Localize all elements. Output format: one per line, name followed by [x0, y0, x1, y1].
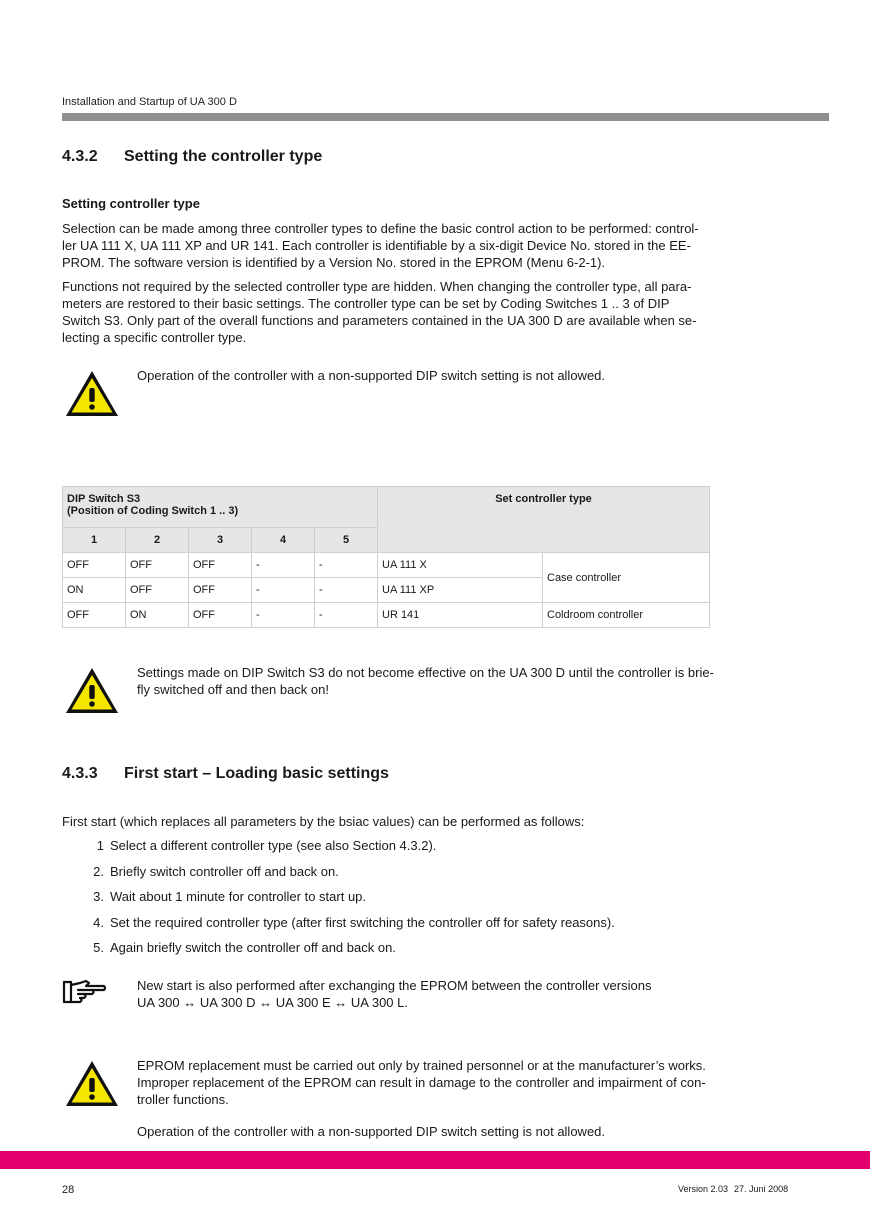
section-number: 4.3.2 [62, 148, 98, 165]
list-item [84, 915, 615, 941]
section-title: Setting the controller type [124, 148, 323, 165]
warning-triangle-icon [63, 368, 121, 420]
table-cell: OFF [126, 553, 189, 578]
info-note [137, 977, 651, 1011]
table-cell: - [315, 553, 378, 578]
note-line: New start is also performed after exchanging the EPROM between the controller versions [137, 978, 652, 993]
dip-switch-table [62, 486, 710, 628]
version-info [678, 1184, 788, 1194]
version-label: Version 2.03 [678, 1184, 729, 1194]
table-cell: - [252, 603, 315, 628]
step-text: Wait about 1 minute for controller to start up. [110, 889, 367, 904]
paragraph-1 [62, 220, 774, 271]
warning-line: fly switched off and then back on! [137, 682, 329, 697]
warning-line: troller functions. [137, 1092, 229, 1107]
warning-triangle-icon [63, 665, 121, 717]
table-row [63, 603, 710, 628]
table-cell: - [315, 603, 378, 628]
switch-number: 1 [63, 528, 126, 553]
table-cell-group: Case controller [543, 553, 710, 603]
section-number: 4.3.3 [62, 765, 98, 782]
list-item [84, 864, 615, 890]
warning-text-3 [137, 1057, 706, 1108]
step-number: 2. [93, 863, 104, 879]
paragraph-line: ler UA 111 X, UA 111 XP and UR 141. Each controller is identifiable by a six-digit Device No. stored in the EE- [62, 238, 691, 253]
table-header-line: DIP Switch S3 [67, 493, 141, 505]
table-cell: - [252, 578, 315, 603]
table-cell: OFF [189, 603, 252, 628]
switch-number: 3 [189, 528, 252, 553]
note-line: UA 300 ↔ UA 300 D ↔ UA 300 E ↔ UA 300 L. [137, 995, 408, 1010]
step-text: Briefly switch controller off and back on. [110, 863, 339, 879]
warning-text-1: Operation of the controller with a non-supported DIP switch setting is not allowed. [137, 368, 606, 383]
footer-accent-bar [0, 1151, 870, 1169]
warning-text-2 [137, 664, 714, 698]
paragraph-line: lecting a specific controller type. [62, 330, 247, 345]
subheading: Setting controller type [62, 196, 200, 211]
step-number: 5. [93, 940, 104, 955]
table-cell: - [252, 553, 315, 578]
list-item [84, 940, 615, 966]
steps-list [84, 838, 615, 966]
page-number: 28 [62, 1184, 75, 1196]
section-title: First start – Loading basic settings [124, 765, 389, 782]
paragraph-line: PROM. The software version is identified by a Version No. stored in the EPROM (Menu 6-2-1). [62, 255, 606, 270]
warning-line: EPROM replacement must be carried out only by trained personnel or at the manufacturer’s works. [137, 1058, 706, 1073]
step-number: 3. [93, 889, 104, 904]
warning-line: Settings made on DIP Switch S3 do not become effective on the UA 300 D until the controller is brie- [137, 665, 714, 680]
step-number: 1 [96, 838, 104, 853]
list-item [84, 889, 615, 915]
table-cell: UA 111 X [378, 553, 543, 578]
intro-text: First start (which replaces all parameters by the bsiac values) can be performed as follows: [62, 814, 585, 829]
table-cell: OFF [189, 578, 252, 603]
table-cell: OFF [63, 603, 126, 628]
list-item [84, 838, 615, 864]
table-cell: OFF [189, 553, 252, 578]
table-header-type: Set controller type [378, 487, 710, 553]
paragraph-line: Switch S3. Only part of the overall functions and parameters contained in the UA 300 D are available when se- [62, 313, 697, 328]
warning-text-final: Operation of the controller with a non-supported DIP switch setting is not allowed. [137, 1124, 606, 1139]
warning-triangle-icon [63, 1058, 121, 1110]
switch-number: 2 [126, 528, 189, 553]
paragraph-line: Selection can be made among three controller types to define the basic control action to be performed: control- [62, 221, 699, 236]
switch-number: 4 [252, 528, 315, 553]
section-heading-4-3-2 [62, 148, 322, 166]
step-text: Again briefly switch the controller off and back on. [110, 940, 396, 955]
version-date: 27. Juni 2008 [734, 1184, 789, 1194]
table-header-dip [63, 487, 378, 528]
section-heading-4-3-3 [62, 765, 389, 783]
table-cell: ON [63, 578, 126, 603]
table-cell-group: Coldroom controller [543, 603, 710, 628]
table-cell: OFF [126, 578, 189, 603]
paragraph-2 [62, 278, 774, 346]
table-cell: UA 111 XP [378, 578, 543, 603]
running-header: Installation and Startup of UA 300 D [62, 96, 237, 108]
table-cell: OFF [63, 553, 126, 578]
table-header-line: (Position of Coding Switch 1 .. 3) [67, 505, 239, 517]
step-number: 4. [93, 914, 104, 930]
switch-number: 5 [315, 528, 378, 553]
step-text: Select a different controller type (see also Section 4.3.2). [110, 838, 437, 853]
step-text: Set the required controller type (after first switching the controller off for safety reasons). [110, 914, 615, 930]
table-cell: UR 141 [378, 603, 543, 628]
table-cell: - [315, 578, 378, 603]
warning-line: Improper replacement of the EPROM can result in damage to the controller and impairment of con- [137, 1075, 706, 1090]
table-cell: ON [126, 603, 189, 628]
pointing-hand-icon [62, 978, 108, 1006]
paragraph-line: meters are restored to their basic settings. The controller type can be set by Coding Switches 1 .. 3 of DIP [62, 296, 670, 311]
table-row [63, 553, 710, 578]
paragraph-line: Functions not required by the selected controller type are hidden. When changing the controller type, all para- [62, 279, 692, 294]
header-rule [62, 113, 829, 121]
